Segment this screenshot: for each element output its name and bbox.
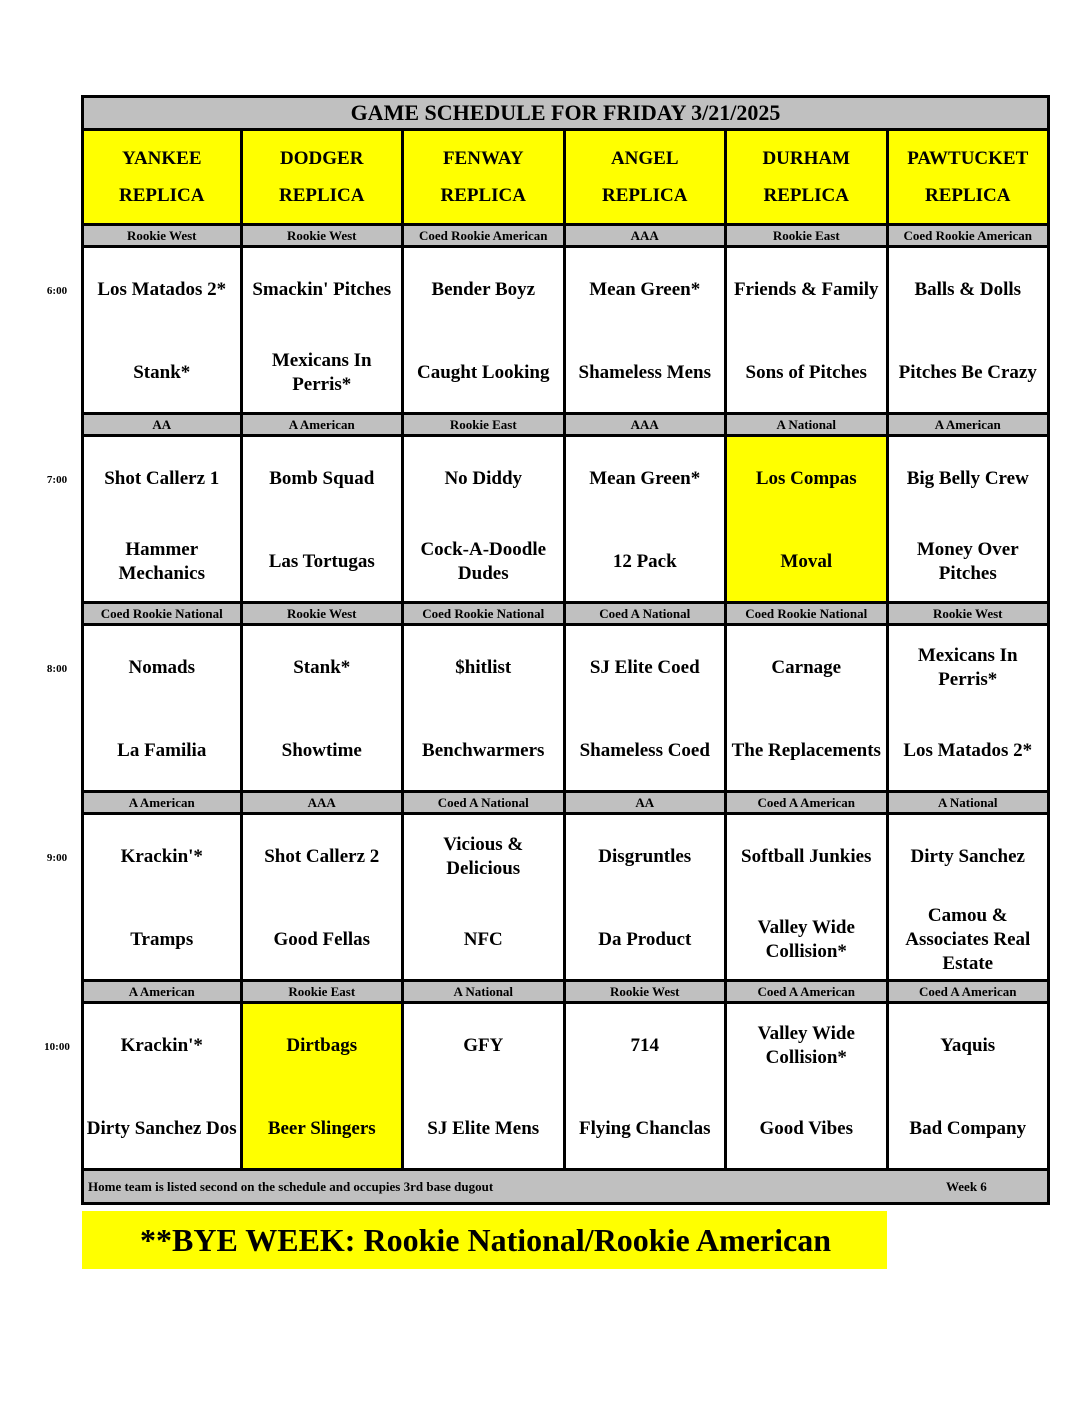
home-team: Hammer Mechanics xyxy=(118,539,206,584)
home-team: Bad Company xyxy=(909,1118,1027,1139)
game-cell xyxy=(566,815,728,982)
home-team: The Replacements xyxy=(731,740,881,761)
division-label: Coed A American xyxy=(727,982,889,1004)
away-team: GFY xyxy=(463,1035,504,1056)
division-label: Coed A American xyxy=(889,982,1051,1004)
game-cell xyxy=(243,248,405,415)
away-team: Disgruntles xyxy=(598,846,692,867)
field-name: PAWTUCKET xyxy=(907,148,1029,169)
home-team: Showtime xyxy=(281,740,362,761)
division-label: AAA xyxy=(243,793,405,815)
away-team: SJ Elite Coed xyxy=(589,657,700,678)
time-slot-label: 9:00 xyxy=(46,852,68,864)
home-team: Sons of Pitches xyxy=(745,362,867,383)
game-cell xyxy=(81,815,243,982)
field-name: YANKEE xyxy=(121,148,202,169)
game-row xyxy=(81,1004,1050,1171)
division-label: A National xyxy=(727,415,889,437)
game-cell xyxy=(404,437,566,604)
division-label: Rookie East xyxy=(404,415,566,437)
field-header-fenway xyxy=(404,128,566,226)
home-team: Beer Slingers xyxy=(267,1118,376,1139)
home-team: SJ Elite Mens xyxy=(427,1118,540,1139)
away-team: Smackin' Pitches xyxy=(252,279,392,300)
home-team: Tramps xyxy=(130,929,194,950)
game-cell xyxy=(889,815,1051,982)
away-team: Shot Callerz 1 xyxy=(104,468,220,489)
field-subtitle: REPLICA xyxy=(924,185,1011,206)
game-row xyxy=(81,437,1050,604)
away-team: Shot Callerz 2 xyxy=(264,846,380,867)
home-team: Cock-A-Doodle Dudes xyxy=(420,539,547,584)
game-row xyxy=(81,248,1050,415)
home-team: NFC xyxy=(463,929,503,950)
home-team: Da Product xyxy=(598,929,692,950)
game-cell xyxy=(243,1004,405,1171)
field-name: FENWAY xyxy=(442,148,524,169)
game-cell xyxy=(243,815,405,982)
division-label: Coed Rookie National xyxy=(727,604,889,626)
game-cell xyxy=(404,1004,566,1171)
game-cell xyxy=(243,437,405,604)
away-team: Mean Green* xyxy=(589,468,701,489)
away-team: Los Matados 2* xyxy=(97,279,227,300)
field-header-yankee xyxy=(81,128,243,226)
division-label: A American xyxy=(81,793,243,815)
time-slot-label: 7:00 xyxy=(46,474,68,486)
game-row xyxy=(81,815,1050,982)
away-team: $hitlist xyxy=(455,657,512,678)
away-team: Valley Wide Collision* xyxy=(757,1023,855,1068)
away-team: Mexicans In Perris* xyxy=(917,645,1018,690)
away-team: Yaquis xyxy=(940,1035,996,1056)
division-row xyxy=(81,793,1050,815)
division-label: AA xyxy=(566,793,728,815)
home-team: Valley Wide Collision* xyxy=(757,917,855,962)
home-team: Shameless Coed xyxy=(579,740,710,761)
home-team: Los Matados 2* xyxy=(903,740,1033,761)
game-cell xyxy=(727,248,889,415)
field-subtitle: REPLICA xyxy=(601,185,688,206)
division-label: A American xyxy=(81,982,243,1004)
home-team: Caught Looking xyxy=(416,362,550,383)
division-label: Coed Rookie American xyxy=(889,226,1051,248)
bye-week-banner: **BYE WEEK: Rookie National/Rookie American xyxy=(82,1211,887,1269)
division-row xyxy=(81,415,1050,437)
division-label: Rookie West xyxy=(889,604,1051,626)
away-team: Friends & Family xyxy=(733,279,879,300)
away-team: Dirtbags xyxy=(286,1035,358,1056)
away-team: Bender Boyz xyxy=(431,279,536,300)
division-label: Rookie West xyxy=(243,226,405,248)
game-row xyxy=(81,626,1050,793)
game-cell xyxy=(81,1004,243,1171)
home-team: 12 Pack xyxy=(612,551,677,572)
home-team: Moval xyxy=(780,551,833,572)
home-team: Good Vibes xyxy=(759,1118,853,1139)
game-cell xyxy=(81,248,243,415)
away-team: Bomb Squad xyxy=(269,468,375,489)
division-row xyxy=(81,226,1050,248)
away-team: Dirty Sanchez xyxy=(910,846,1025,867)
game-cell xyxy=(889,626,1051,793)
field-header-dodger xyxy=(243,128,405,226)
away-team: Softball Junkies xyxy=(741,846,872,867)
game-cell xyxy=(404,248,566,415)
division-label: AAA xyxy=(566,226,728,248)
away-team: No Diddy xyxy=(444,468,523,489)
home-team: Las Tortugas xyxy=(268,551,375,572)
away-team: Stank* xyxy=(293,657,351,678)
division-label: A National xyxy=(889,793,1051,815)
division-label: Rookie East xyxy=(727,226,889,248)
division-label: Rookie West xyxy=(81,226,243,248)
away-team: 714 xyxy=(630,1035,659,1056)
division-label: Rookie West xyxy=(566,982,728,1004)
division-label: Coed A National xyxy=(566,604,728,626)
game-cell xyxy=(566,1004,728,1171)
division-label: AA xyxy=(81,415,243,437)
field-name: ANGEL xyxy=(610,148,679,169)
schedule-title: GAME SCHEDULE FOR FRIDAY 3/21/2025 xyxy=(81,95,1050,131)
home-team: Stank* xyxy=(133,362,191,383)
time-slot-label: 10:00 xyxy=(44,1041,70,1053)
field-header-row xyxy=(81,128,1050,226)
division-label: Coed A American xyxy=(727,793,889,815)
division-label: Coed Rookie National xyxy=(404,604,566,626)
game-cell xyxy=(566,248,728,415)
game-cell xyxy=(404,626,566,793)
game-cell xyxy=(81,626,243,793)
division-label: A American xyxy=(243,415,405,437)
field-header-durham xyxy=(727,128,889,226)
division-row xyxy=(81,604,1050,626)
home-team: Shameless Mens xyxy=(578,362,711,383)
home-team: Mexicans In Perris* xyxy=(271,350,372,395)
division-row xyxy=(81,982,1050,1004)
week-label: Week 6 xyxy=(946,1179,987,1194)
division-label: A National xyxy=(404,982,566,1004)
field-subtitle: REPLICA xyxy=(763,185,849,206)
time-slot-label: 6:00 xyxy=(46,285,68,297)
footer-row xyxy=(81,1171,1050,1205)
game-cell xyxy=(404,815,566,982)
field-subtitle: REPLICA xyxy=(278,185,365,206)
field-name: DURHAM xyxy=(762,148,851,169)
away-team: Carnage xyxy=(771,657,842,678)
away-team: Nomads xyxy=(128,657,195,678)
field-name: DODGER xyxy=(280,148,364,169)
schedule-table xyxy=(44,95,1050,1209)
home-team: Flying Chanclas xyxy=(579,1118,711,1139)
home-team: Good Fellas xyxy=(273,929,371,950)
away-team: Vicious & Delicious xyxy=(443,834,524,879)
game-cell xyxy=(889,437,1051,604)
field-subtitle: REPLICA xyxy=(118,185,205,206)
division-label: AAA xyxy=(566,415,728,437)
division-label: Coed Rookie National xyxy=(81,604,243,626)
game-cell xyxy=(727,437,889,604)
game-cell xyxy=(889,1004,1051,1171)
time-slot-label: 8:00 xyxy=(46,663,68,675)
home-team: Camou & Associates Real Estate xyxy=(905,905,1031,974)
division-label: Coed Rookie American xyxy=(404,226,566,248)
game-cell xyxy=(727,1004,889,1171)
game-cell xyxy=(727,626,889,793)
away-team: Los Compas xyxy=(755,468,857,489)
away-team: Mean Green* xyxy=(589,279,701,300)
game-cell xyxy=(81,437,243,604)
division-label: Rookie West xyxy=(243,604,405,626)
field-header-pawtucket xyxy=(889,128,1051,226)
game-cell xyxy=(566,626,728,793)
home-team: Pitches Be Crazy xyxy=(898,362,1037,383)
division-label: Coed A National xyxy=(404,793,566,815)
away-team: Balls & Dolls xyxy=(914,279,1022,300)
home-team: Dirty Sanchez Dos xyxy=(86,1118,237,1139)
away-team: Krackin'* xyxy=(120,1035,203,1056)
away-team: Krackin'* xyxy=(120,846,203,867)
field-subtitle: REPLICA xyxy=(440,185,526,206)
home-team: Money Over Pitches xyxy=(916,539,1019,584)
home-team: Benchwarmers xyxy=(422,740,545,761)
division-label: A American xyxy=(889,415,1051,437)
game-cell xyxy=(889,248,1051,415)
game-cell xyxy=(243,626,405,793)
field-header-angel xyxy=(566,128,728,226)
game-cell xyxy=(566,437,728,604)
home-team: La Familia xyxy=(117,740,207,761)
home-team-note: Home team is listed second on the schedule and occupies 3rd base dugout xyxy=(88,1179,494,1194)
game-cell xyxy=(727,815,889,982)
division-label: Rookie East xyxy=(243,982,405,1004)
away-team: Big Belly Crew xyxy=(906,468,1029,489)
